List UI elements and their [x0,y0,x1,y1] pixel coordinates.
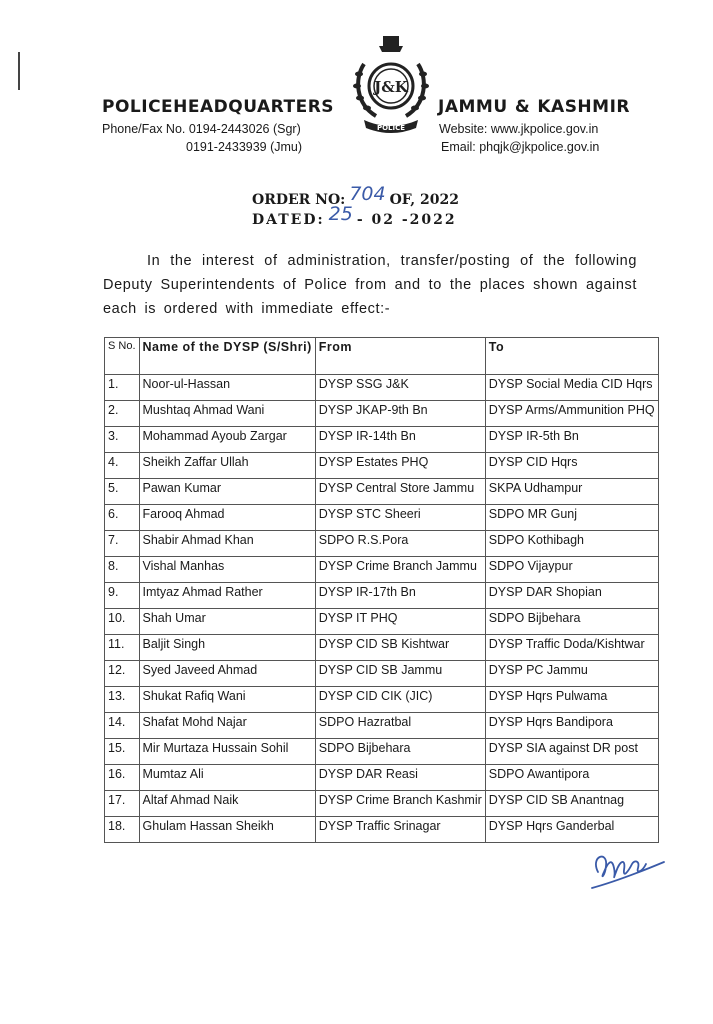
transfer-table [104,337,659,843]
table-row [105,375,659,401]
cell-to: SKPA Udhampur [485,479,658,505]
cell-to: SDPO Kothibagh [485,531,658,557]
cell-to: SDPO Bijbehara [485,609,658,635]
cell-sno: 2. [105,401,140,427]
cell-from: DYSP Central Store Jammu [315,479,485,505]
cell-from: DYSP IR-14th Bn [315,427,485,453]
cell-from: DYSP Estates PHQ [315,453,485,479]
cell-sno: 14. [105,713,140,739]
cell-to: SDPO Vijaypur [485,557,658,583]
title-word-headquarters: HEADQUARTERS [173,97,335,117]
cell-name: Shukat Rafiq Wani [139,687,315,713]
cell-from: DYSP IT PHQ [315,609,485,635]
cell-name: Ghulam Hassan Sheikh [139,817,315,843]
cell-to: DYSP Arms/Ammunition PHQ [485,401,658,427]
cell-sno: 18. [105,817,140,843]
cell-from: SDPO R.S.Pora [315,531,485,557]
cell-sno: 6. [105,505,140,531]
table-row [105,531,659,557]
dated-month-year: - 02 -2022 [356,212,457,228]
cell-name: Vishal Manhas [139,557,315,583]
table-row [105,583,659,609]
cell-to: DYSP CID Hqrs [485,453,658,479]
cell-from: DYSP SSG J&K [315,375,485,401]
cell-name: Shabir Ahmad Khan [139,531,315,557]
cell-from: SDPO Hazratbal [315,713,485,739]
order-suffix: OF, 2022 [389,192,460,208]
title-word-kashmir: KASHMIR [537,97,630,117]
table-row [105,505,659,531]
cell-from: DYSP Traffic Srinagar [315,817,485,843]
cell-name: Imtyaz Ahmad Rather [139,583,315,609]
cell-name: Mushtaq Ahmad Wani [139,401,315,427]
table-row [105,739,659,765]
cell-to: SDPO Awantipora [485,765,658,791]
phone-line-2: 0191-2433939 (Jmu) [186,140,303,154]
header-from: From [315,338,485,375]
cell-to: DYSP Hqrs Pulwama [485,687,658,713]
table-row [105,453,659,479]
table-row [105,687,659,713]
emblem-ribbon-text: POLICE [376,124,406,132]
dated-line [252,203,457,229]
cell-sno: 8. [105,557,140,583]
phone-line-1: Phone/Fax No. 0194-2443026 (Sgr) [102,122,301,136]
order-body-text: In the interest of administration, transfer/posting of the following Deputy Superintendents of Police from and to the places shown against each is ordered with immediate effect:- [103,253,637,317]
order-number-line [252,183,460,209]
cell-sno: 5. [105,479,140,505]
cell-from: DYSP IR-17th Bn [315,583,485,609]
table-row [105,479,659,505]
cell-name: Pawan Kumar [139,479,315,505]
dated-label: DATED: [252,212,325,228]
table-row [105,765,659,791]
cell-from: DYSP CID CIK (JIC) [315,687,485,713]
jk-police-emblem-icon [346,34,436,134]
table-header-row [105,338,659,375]
cell-sno: 9. [105,583,140,609]
cell-name: Sheikh Zaffar Ullah [139,453,315,479]
header-sno: S No. [105,338,140,375]
title-word-ampersand: & [514,97,531,117]
cell-to: DYSP DAR Shopian [485,583,658,609]
header-name: Name of the DYSP (S/Shri) [139,338,315,375]
email-line: Email: phqjk@jkpolice.gov.in [441,140,600,154]
cell-to: DYSP Hqrs Bandipora [485,713,658,739]
margin-mark [18,52,20,90]
header-to: To [485,338,658,375]
cell-from: DYSP DAR Reasi [315,765,485,791]
order-body-paragraph [103,249,637,321]
cell-to: DYSP SIA against DR post [485,739,658,765]
table-row [105,635,659,661]
table-row [105,557,659,583]
table-row [105,713,659,739]
cell-from: DYSP STC Sheeri [315,505,485,531]
cell-name: Shafat Mohd Najar [139,713,315,739]
cell-name: Shah Umar [139,609,315,635]
cell-sno: 10. [105,609,140,635]
table-row [105,609,659,635]
cell-name: Baljit Singh [139,635,315,661]
table-row [105,817,659,843]
cell-to: DYSP IR-5th Bn [485,427,658,453]
cell-sno: 16. [105,765,140,791]
cell-to: SDPO MR Gunj [485,505,658,531]
cell-from: DYSP CID SB Kishtwar [315,635,485,661]
cell-from: DYSP Crime Branch Jammu [315,557,485,583]
cell-to: DYSP Social Media CID Hqrs [485,375,658,401]
title-word-police: POLICE [102,97,174,117]
cell-from: SDPO Bijbehara [315,739,485,765]
cell-sno: 13. [105,687,140,713]
cell-to: DYSP PC Jammu [485,661,658,687]
order-number-handwritten: 704 [349,183,386,205]
cell-sno: 7. [105,531,140,557]
cell-name: Farooq Ahmad [139,505,315,531]
cell-name: Mumtaz Ali [139,765,315,791]
cell-to: DYSP Hqrs Ganderbal [485,817,658,843]
table-row [105,661,659,687]
cell-name: Syed Javeed Ahmad [139,661,315,687]
cell-name: Noor-ul-Hassan [139,375,315,401]
title-word-jammu: JAMMU [438,97,508,117]
cell-sno: 11. [105,635,140,661]
cell-from: DYSP JKAP-9th Bn [315,401,485,427]
website-line: Website: www.jkpolice.gov.in [439,122,599,136]
cell-name: Mohammad Ayoub Zargar [139,427,315,453]
header-left-title [102,97,334,117]
table-row [105,401,659,427]
cell-name: Altaf Ahmad Naik [139,791,315,817]
table-body [105,375,659,843]
cell-from: DYSP Crime Branch Kashmir [315,791,485,817]
order-label: ORDER NO: [252,192,346,208]
header-right-title [438,97,630,117]
dated-day-handwritten: 25 [328,203,353,225]
cell-to: DYSP Traffic Doda/Kishtwar [485,635,658,661]
cell-sno: 4. [105,453,140,479]
table-row [105,427,659,453]
cell-sno: 15. [105,739,140,765]
cell-to: DYSP CID SB Anantnag [485,791,658,817]
emblem-text: J&K [374,78,408,96]
cell-sno: 3. [105,427,140,453]
signature-icon [586,842,668,896]
cell-sno: 1. [105,375,140,401]
cell-sno: 17. [105,791,140,817]
cell-name: Mir Murtaza Hussain Sohil [139,739,315,765]
cell-sno: 12. [105,661,140,687]
table-row [105,791,659,817]
cell-from: DYSP CID SB Jammu [315,661,485,687]
